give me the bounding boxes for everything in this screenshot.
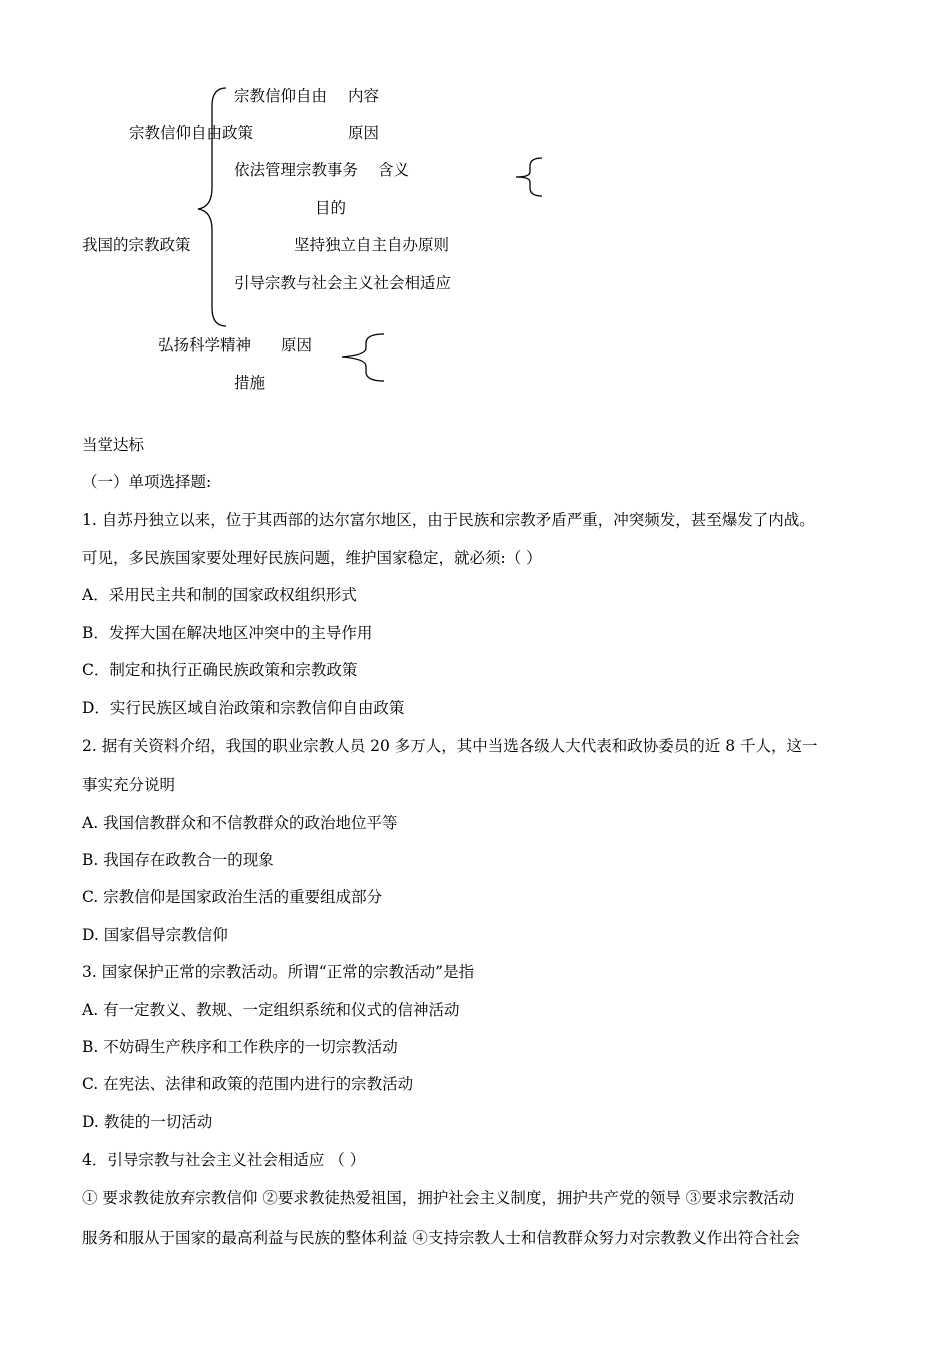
item2-brace bbox=[516, 158, 542, 196]
outline-science-sub1: 原因 bbox=[281, 336, 313, 354]
q1-line2: 可见，多民族国家要处理好民族问题，维护国家稳定，就必须:（ ） bbox=[82, 549, 542, 567]
q1-option-d: D．实行民族区域自治政策和宗教信仰自由政策 bbox=[82, 699, 405, 717]
outline-item2: 依法管理宗教事务 bbox=[234, 161, 359, 179]
q1-option-b: B．发挥大国在解决地区冲突中的主导作用 bbox=[82, 624, 373, 642]
q2-line1: 2. 据有关资料介绍，我国的职业宗教人员 20 多万人，其中当选各级人大代表和政协委员的近 8 千人，这一 bbox=[82, 737, 818, 755]
q3-option-c: C. 在宪法、法律和政策的范围内进行的宗教活动 bbox=[82, 1075, 414, 1093]
q3-option-b: B. 不妨碍生产秩序和工作秩序的一切宗教活动 bbox=[82, 1038, 398, 1056]
science-brace bbox=[342, 334, 384, 381]
outline-item1-sub2: 原因 bbox=[348, 124, 380, 142]
outline-science: 弘扬科学精神 bbox=[158, 336, 252, 354]
outline-item2-sub1: 含义 bbox=[378, 161, 410, 179]
q2-option-d: D. 国家倡导宗教信仰 bbox=[82, 926, 228, 944]
q2-option-a: A. 我国信教群众和不信教群众的政治地位平等 bbox=[82, 814, 398, 832]
outline-item2-sub2: 目的 bbox=[315, 199, 347, 217]
q1-option-a: A．采用民主共和制的国家政权组织形式 bbox=[82, 586, 357, 604]
q2-option-c: C. 宗教信仰是国家政治生活的重要组成部分 bbox=[82, 888, 383, 906]
q3-option-a: A. 有一定教义、教规、一定组织系统和仪式的信神活动 bbox=[82, 1001, 460, 1019]
q4-line1: 4．引导宗教与社会主义社会相适应 （ ） bbox=[82, 1151, 366, 1169]
outline-policy1: 宗教信仰自由政策 bbox=[129, 124, 254, 142]
q2-option-b: B. 我国存在政教合一的现象 bbox=[82, 851, 274, 869]
q3-option-d: D. 教徒的一切活动 bbox=[82, 1113, 213, 1131]
outline-science-sub2: 措施 bbox=[234, 374, 266, 392]
subsection-title: （一）单项选择题: bbox=[82, 473, 212, 491]
q1-option-c: C．制定和执行正确民族政策和宗教政策 bbox=[82, 661, 358, 679]
outline-root: 我国的宗教政策 bbox=[82, 236, 191, 254]
outline-item1: 宗教信仰自由 bbox=[234, 87, 328, 105]
outline-brackets bbox=[0, 0, 950, 420]
outline-item3: 坚持独立自主自办原则 bbox=[294, 236, 450, 254]
q3-line1: 3. 国家保护正常的宗教活动。所谓“正常的宗教活动”是指 bbox=[82, 963, 475, 981]
q2-line2: 事实充分说明 bbox=[82, 776, 176, 794]
q1-line1: 1. 自苏丹独立以来，位于其西部的达尔富尔地区，由于民族和宗教矛盾严重，冲突频发，甚至爆发了内战。 bbox=[82, 511, 815, 529]
outline-item1-sub1: 内容 bbox=[348, 87, 380, 105]
q4-line2: ① 要求教徒放弃宗教信仰 ②要求教徒热爱祖国，拥护社会主义制度，拥护共产党的领导 ③要求宗教活动 bbox=[82, 1189, 795, 1207]
q4-line3: 服务和服从于国家的最高利益与民族的整体利益 ④支持宗教人士和信教群众努力对宗教教义作出符合社会 bbox=[82, 1229, 800, 1247]
outline-item4: 引导宗教与社会主义社会相适应 bbox=[234, 274, 452, 292]
section-title: 当堂达标 bbox=[82, 436, 145, 454]
